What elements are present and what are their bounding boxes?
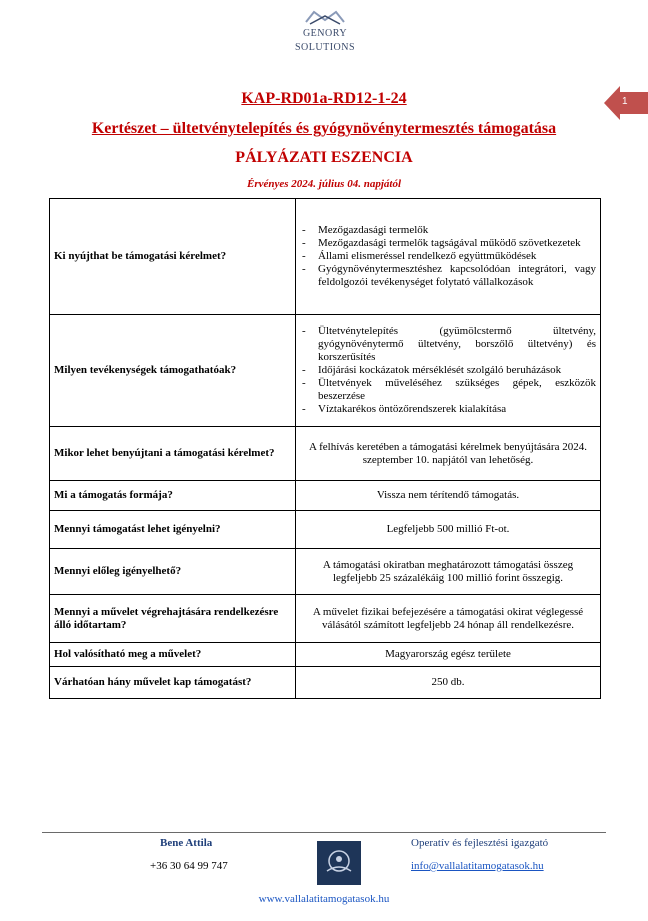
contact-role: Operatív és fejlesztési igazgató	[411, 837, 549, 849]
question-cell: Mennyi a művelet végrehajtására rendelkezésre álló időtartam?	[50, 595, 296, 643]
company-logo	[270, 8, 380, 54]
table-row	[50, 481, 601, 511]
answer-cell	[296, 315, 601, 427]
document-subtitle: PÁLYÁZATI ESZENCIA	[235, 149, 413, 166]
answer-list	[300, 325, 596, 416]
list-item: - Gyógynövénytermesztéshez kapcsolódóan integrátori, vagy feldolgozói tevékenységet folytató vállalkozások	[318, 263, 596, 289]
question-cell: Mennyi támogatást lehet igényelni?	[50, 511, 296, 549]
contact-email-link[interactable]: info@vallalatitamogatasok.hu	[411, 860, 544, 872]
answer-list	[300, 224, 596, 289]
list-item: - Víztakarékos öntözőrendszerek kialakítása	[318, 403, 596, 416]
question-cell: Ki nyújthat be támogatási kérelmet?	[50, 199, 296, 315]
question-cell: Hol valósítható meg a művelet?	[50, 643, 296, 667]
program-code: KAP-RD01a-RD12-1-24	[241, 90, 407, 107]
logo-line-2: SOLUTIONS	[294, 42, 356, 53]
answer-cell: A felhívás keretében a támogatási kérelmek benyújtására 2024. szeptember 10. napjától van lehetőség.	[296, 427, 601, 481]
page-number: 1	[622, 96, 628, 107]
question-cell: Milyen tevékenységek támogathatóak?	[50, 315, 296, 427]
answer-cell: A művelet fizikai befejezésére a támogatási okirat véglegessé válásától számított legfeljebb 24 hónap áll rendelkezésre.	[296, 595, 601, 643]
logo-line-1: GENORY	[302, 28, 348, 39]
logo-emblem-icon	[302, 8, 348, 26]
list-item: - Mezőgazdasági termelők tagságával működő szövetkezetek	[318, 237, 596, 250]
answer-cell: 250 db.	[296, 667, 601, 699]
table-row	[50, 667, 601, 699]
list-item: - Ültetvénytelepítés (gyümölcstermő ültetvény, gyógynövénytermő ültetvény, borszőlő ültetvény) és korszerűsítés	[318, 325, 596, 364]
contact-phone: +36 30 64 99 747	[150, 860, 228, 872]
table-row	[50, 643, 601, 667]
question-cell: Várhatóan hány művelet kap támogatást?	[50, 667, 296, 699]
answer-cell: A támogatási okiratban meghatározott támogatási összeg legfeljebb 25 százalékáig 100 millió forint összegig.	[296, 549, 601, 595]
question-cell: Mennyi előleg igényelhető?	[50, 549, 296, 595]
website-link[interactable]: www.vallalatitamogatasok.hu	[258, 893, 390, 905]
program-title: Kertészet – ültetvénytelepítés és gyógynövénytermesztés támogatása	[91, 120, 557, 137]
validity-date: Érvényes 2024. július 04. napjától	[246, 178, 402, 190]
table-row	[50, 549, 601, 595]
table-row	[50, 427, 601, 481]
question-cell: Mi a támogatás formája?	[50, 481, 296, 511]
list-item: - Időjárási kockázatok mérséklését szolgáló beruházások	[318, 364, 596, 377]
contact-name: Bene Attila	[160, 837, 213, 849]
summary-table	[49, 198, 601, 699]
footer-logo	[317, 841, 361, 885]
question-cell: Mikor lehet benyújtani a támogatási kérelmet?	[50, 427, 296, 481]
table-row	[50, 315, 601, 427]
answer-cell: Magyarország egész területe	[296, 643, 601, 667]
list-item: - Állami elismeréssel rendelkező együttműködések	[318, 250, 596, 263]
list-item: - Mezőgazdasági termelők	[318, 224, 596, 237]
list-item: - Ültetvények műveléséhez szükséges gépek, eszközök beszerzése	[318, 377, 596, 403]
footer-emblem-icon	[317, 841, 361, 885]
table-row	[50, 595, 601, 643]
answer-cell: Legfeljebb 500 millió Ft-ot.	[296, 511, 601, 549]
answer-cell: Vissza nem térítendő támogatás.	[296, 481, 601, 511]
table-row	[50, 511, 601, 549]
answer-cell	[296, 199, 601, 315]
table-row	[50, 199, 601, 315]
footer-divider	[42, 832, 606, 833]
